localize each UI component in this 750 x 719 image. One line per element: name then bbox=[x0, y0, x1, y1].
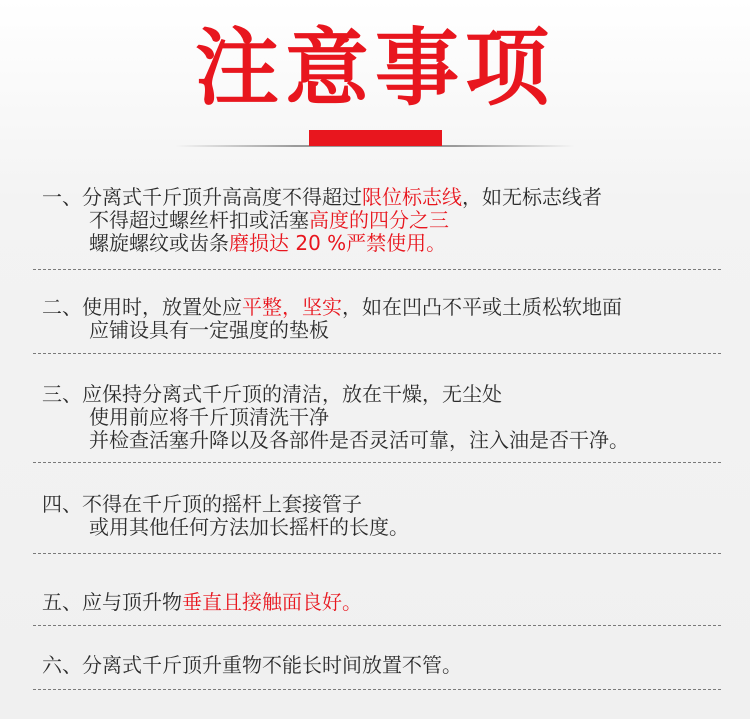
highlighted-text: 平整，坚实 bbox=[242, 295, 342, 319]
notice-line bbox=[42, 406, 722, 429]
dashed-divider bbox=[33, 689, 721, 690]
dashed-divider bbox=[33, 353, 721, 354]
notice-text: 应铺设具有一定强度的垫板 bbox=[89, 318, 329, 342]
page-title: 注意事项 bbox=[194, 19, 555, 117]
dashed-divider bbox=[33, 553, 721, 554]
notice-item-4 bbox=[42, 493, 722, 539]
notice-text: 不得超过螺丝杆扣或活塞 bbox=[89, 208, 309, 232]
notice-item-5 bbox=[42, 591, 722, 614]
notice-line bbox=[42, 591, 722, 614]
notice-text: 或用其他任何方法加长摇杆的长度。 bbox=[89, 515, 409, 539]
notice-line bbox=[42, 296, 722, 319]
highlighted-text: 垂直且接触面良好。 bbox=[182, 590, 362, 614]
notice-text: ，如无标志线者 bbox=[462, 185, 602, 209]
notice-line bbox=[42, 516, 722, 539]
notice-text: 三、应保持分离式千斤顶的清洁，放在干燥，无尘处 bbox=[42, 382, 502, 406]
notice-line bbox=[42, 493, 722, 516]
notice-text: 二、使用时，放置处应 bbox=[42, 295, 242, 319]
notice-line bbox=[42, 654, 722, 677]
notice-line bbox=[42, 383, 722, 406]
title-accent-bar bbox=[309, 130, 442, 146]
highlighted-text: 限位标志线 bbox=[362, 185, 462, 209]
notice-text: 使用前应将千斤顶清洗干净 bbox=[89, 405, 329, 429]
notice-text: 四、不得在千斤顶的摇杆上套接管子 bbox=[42, 492, 362, 516]
notice-item-2 bbox=[42, 296, 722, 342]
notice-item-1 bbox=[42, 186, 722, 255]
dashed-divider bbox=[33, 269, 721, 270]
notice-text: ，如在凹凸不平或土质松软地面 bbox=[342, 295, 622, 319]
highlighted-text: 高度的四分之三 bbox=[309, 208, 449, 232]
notice-item-6 bbox=[42, 654, 722, 677]
notice-line bbox=[42, 319, 722, 342]
notice-line bbox=[42, 232, 722, 255]
notice-item-3 bbox=[42, 383, 722, 452]
notice-line bbox=[42, 186, 722, 209]
notice-line bbox=[42, 209, 722, 232]
highlighted-text: 磨损达 20 %严禁使用。 bbox=[229, 231, 447, 255]
notice-text: 六、分离式千斤顶升重物不能长时间放置不管。 bbox=[42, 653, 462, 677]
notice-text: 五、应与顶升物 bbox=[42, 590, 182, 614]
dashed-divider bbox=[33, 625, 721, 626]
dashed-divider bbox=[33, 462, 721, 463]
notice-text: 并检查活塞升降以及各部件是否灵活可靠，注入油是否干净。 bbox=[89, 428, 629, 452]
notice-text: 螺旋螺纹或齿条 bbox=[89, 231, 229, 255]
notice-line bbox=[42, 429, 722, 452]
notice-text: 一、分离式千斤顶升高高度不得超过 bbox=[42, 185, 362, 209]
